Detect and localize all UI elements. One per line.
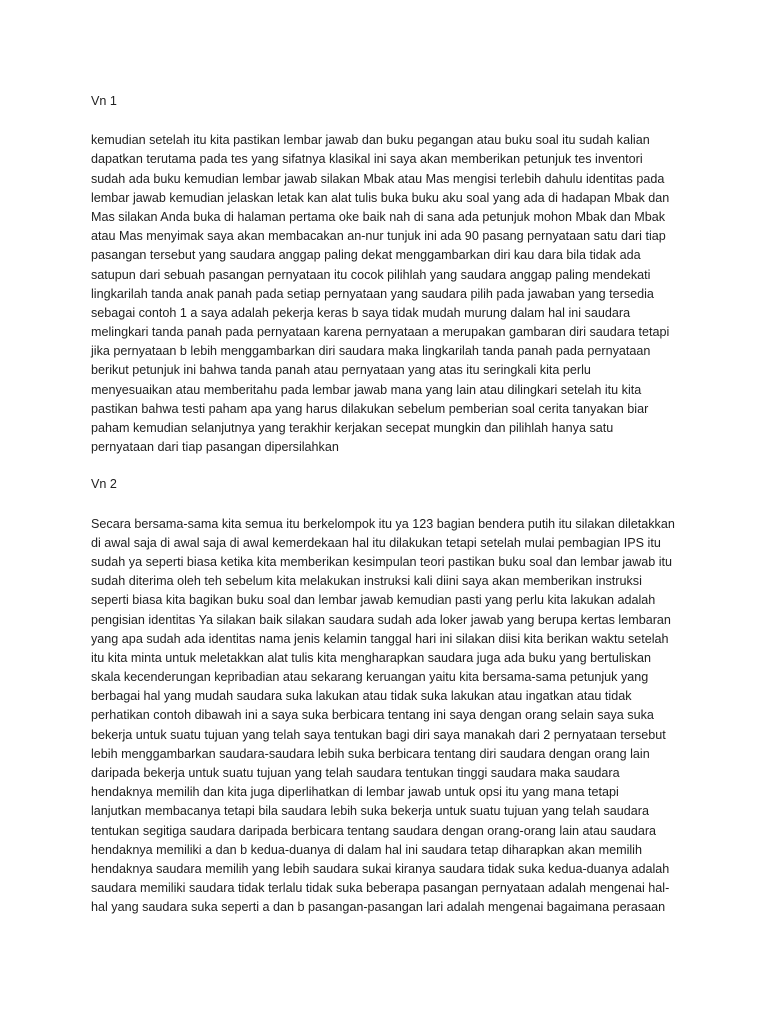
section-heading-vn1: Vn 1: [91, 94, 117, 108]
text-line: yang apa sudah ada identitas nama jenis kelamin tanggal hari ini silakan diisi kita berikan waktu setelah: [91, 631, 669, 646]
text-line: paham kemudian selanjutnya yang terakhir kerjakan secepat mungkin dan pilihlah hanya satu: [91, 421, 614, 436]
document-body: [91, 92, 681, 936]
text-line: atau Mas menyimak saya akan membacakan an-nur tunjuk ini ada 90 pasang pernyataan satu dari tiap: [91, 229, 666, 244]
text-line: lembar jawab kemudian jelaskan letak kan alat tulis buka buku aku soal yang ada di hadapan Mbak dan: [91, 190, 670, 205]
text-line: hendaknya saudara memilih yang lebih saudara sukai kiranya saudara tidak suka kedua-duanya adalah: [91, 861, 670, 876]
paragraph-vn2: [91, 515, 681, 918]
text-line: berikut petunjuk ini bahwa tanda panah atau pernyataan yang atas itu seringkali kita perlu: [91, 363, 591, 378]
text-line: skala kecenderungan kepribadian atau sekarang keruangan yaitu kita bersama-sama petunjuk yang: [91, 670, 649, 685]
text-line: saudara memiliki saudara tidak terlalu tidak suka beberapa pasangan pernyataan adalah mengenai hal-: [91, 881, 670, 896]
text-line: sudah ada buku kemudian lembar jawab silakan Mbak atau Mas mengisi terlebih dahulu identitas pada: [91, 171, 665, 186]
text-line: daripada bekerja untuk suatu tujuan yang telah saudara tentukan tinggi saudara maka saudara: [91, 766, 620, 781]
text-line: berbagai hal yang mudah saudara suka lakukan atau tidak suka lakukan atau ingatkan atau tidak: [91, 689, 632, 704]
text-line: bekerja untuk suatu tujuan yang telah saya tentukan bagi diri saya manakah dari 2 pernyataan tersebut: [91, 727, 666, 742]
text-line: lingkarilah tanda anak panah pada setiap pernyataan yang saudara pilih pada jawaban yang tersedia: [91, 286, 654, 301]
text-line: melingkari tanda panah pada pernyataan karena pernyataan a merupakan gambaran diri saudara tetapi: [91, 325, 670, 340]
text-line: sebagai contoh 1 a saya adalah pekerja keras b saya tidak mudah murung dalam hal ini saudara: [91, 305, 631, 320]
text-line: kemudian setelah itu kita pastikan lembar jawab dan buku pegangan atau buku soal itu sudah kalian: [91, 133, 650, 148]
text-line: lanjutkan membacanya tetapi bila saudara lebih suka bekerja untuk suatu tujuan yang telah saudara: [91, 804, 649, 819]
text-line: hendaknya memiliki a dan b kedua-duanya di dalam hal ini saudara tetap diharapkan akan memilih: [91, 842, 642, 857]
text-line: pernyataan dari tiap pasangan dipersilahkan: [91, 440, 339, 455]
text-line: pasangan tersebut yang saudara anggap paling dekat menggambarkan diri kau dara bila tidak ada: [91, 248, 641, 263]
text-line: hal yang saudara suka seperti a dan b pasangan-pasangan lari adalah mengenai bagaimana perasaan: [91, 900, 666, 915]
text-line: di awal saja di awal saja di awal kemerdekaan hal itu dilakukan tetapi setelah mulai pembagian IPS itu: [91, 535, 661, 550]
section-heading-vn2: Vn 2: [91, 477, 117, 492]
text-line: jika pernyataan b lebih menggambarkan diri saudara maka lingkarilah tanda panah pada pernyataan: [91, 344, 651, 359]
text-line: Mas silakan Anda buka di halaman pertama oke baik nah di sana ada petunjuk mohon Mbak dan Mbak: [91, 209, 666, 224]
text-line: tentukan segitiga saudara daripada berbicara tentang saudara dengan orang-orang lain atau saudara: [91, 823, 657, 838]
text-line: sudah ya seperti biasa ketika kita memberikan kesimpulan teori pastikan buku soal dan lembar jawab itu: [91, 554, 673, 569]
text-line: seperti biasa kita bagikan buku soal dan lembar jawab kemudian pasti yang perlu kita lakukan adalah: [91, 593, 656, 608]
text-line: hendaknya memilih dan kita juga diperlihatkan di lembar jawab untuk opsi itu yang mana tetapi: [91, 785, 619, 800]
text-line: perhatikan contoh dibawah ini a saya suka berbicara tentang ini saya dengan orang selain saya suka: [91, 708, 654, 723]
paragraph-vn1: [91, 131, 681, 457]
text-line: itu kita minta untuk meletakkan alat tulis kita mengharapkan saudara juga ada buku yang bertuliskan: [91, 650, 652, 665]
text-line: Secara bersama-sama kita semua itu berkelompok itu ya 123 bagian bendera putih itu silakan diletakkan: [91, 516, 675, 531]
text-line: lebih menggambarkan saudara-saudara lebih suka berbicara tentang diri saudara dengan orang lain: [91, 746, 650, 761]
text-line: dapatkan terutama pada tes yang sifatnya klasikal ini saya akan memberikan petunjuk tes inventori: [91, 152, 643, 167]
text-line: satupun dari sebuah pasangan pernyataan itu cocok pilihlah yang saudara anggap paling mendekati: [91, 267, 651, 282]
text-line: menyesuaikan atau memberitahu pada lembar jawab mana yang lain atau dilingkari setelah itu kita: [91, 382, 642, 397]
text-line: pastikan bahwa testi paham apa yang harus dilakukan sebelum pemberian soal cerita tanyakan biar: [91, 401, 649, 416]
text-line: pengisian identitas Ya silakan baik silakan saudara sudah ada loker jawab yang berupa kertas lembaran: [91, 612, 671, 627]
text-line: sudah diterima oleh teh sebelum kita melakukan instruksi kali diini saya akan memberikan instruksi: [91, 574, 642, 589]
